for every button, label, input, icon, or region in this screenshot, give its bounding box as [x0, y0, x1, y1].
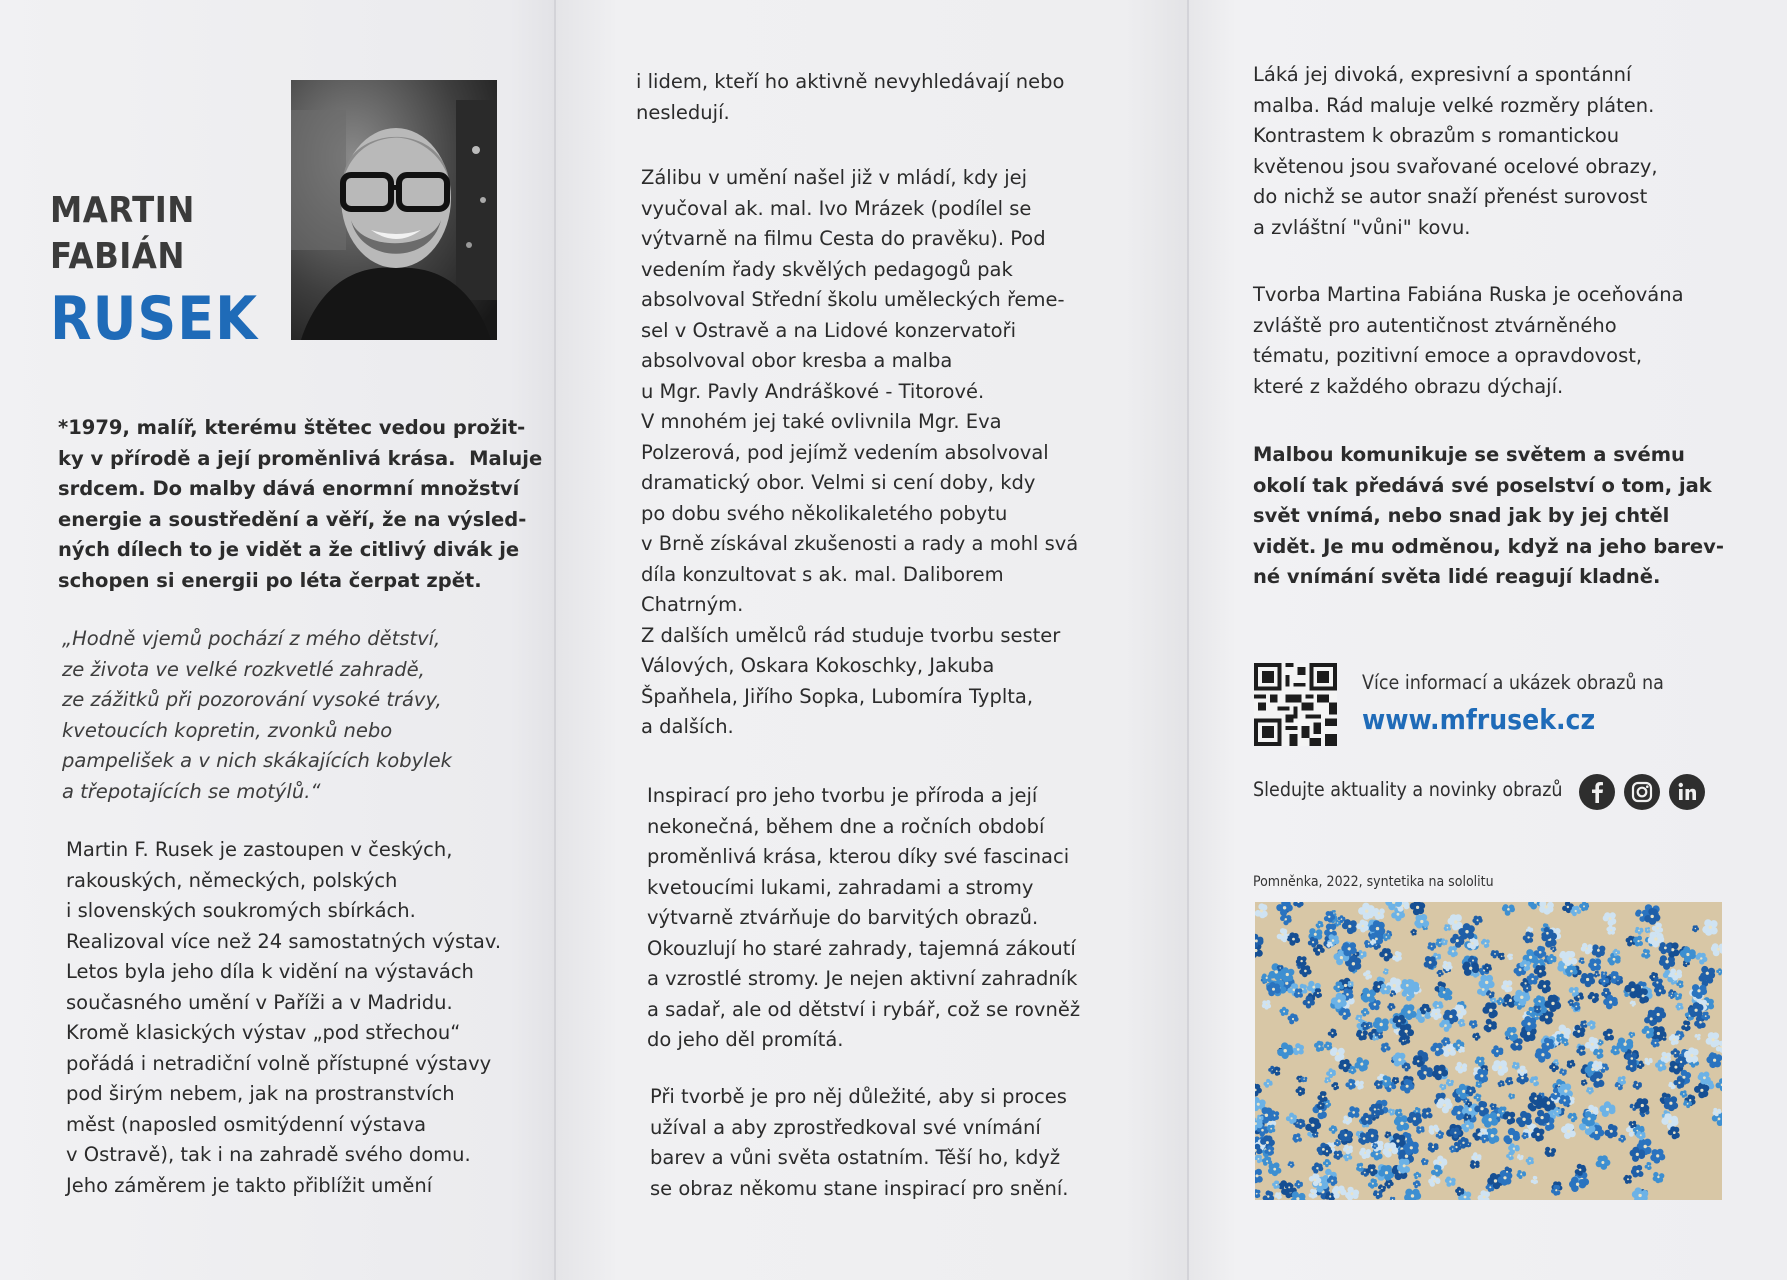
linkedin-icon[interactable] [1669, 774, 1705, 810]
message-paragraph: Malbou komunikuje se světem a svému okolí tak předává své poselství o tom, jak svět vnímá, nebo snad jak by jej chtěl vidět. Je mu odměnou, když na jeho barev- né vnímání světa lidé reagují kladně. [1253, 443, 1724, 588]
style-paragraph: Láká jej divoká, expresivní a spontánní malba. Rád maluje velké rozměry pláten. Kontrastem k obrazům s romantickou květenou jsou svařované ocelové obrazy, do nichž se autor snaží přenést surovost a zvláštní "vůni" kovu. [1253, 63, 1658, 239]
bio-intro: *1979, malíř, kterému štětec vedou prožit- ky v přírodě a její proměnlivá krása. Maluje srdcem. Do malby dává enormní množství energie a soustředění a věří, že na výsled- ných dílech to je vidět a že citlivý divák je schopen si energii po léta čerpat zpět. [58, 416, 543, 592]
artist-portrait [291, 80, 497, 340]
instagram-icon[interactable] [1624, 774, 1660, 810]
exhibitions-paragraph: Martin F. Rusek je zastoupen v českých, rakouských, německých, polských i slovenských soukromých sbírkách. Realizoval více než 24 samostatných výstav. Letos byla jeho díla k vidění na výstavách současného umění v Paříži a v Madridu. Kromě klasických výstav „pod střechou“ pořádá i netradiční volně přístupné výstavy pod širým nebem, jak na prostranstvích měst (naposled osmitýdenní výstava v Ostravě), tak i na zahradě svého domu. Jeho záměrem je takto přiblížit umění [66, 838, 502, 1197]
facebook-icon[interactable] [1579, 774, 1615, 810]
fold-line [1187, 0, 1189, 1280]
process-paragraph: Při tvorbě je pro něj důležité, aby si proces užíval a aby zprostředkoval své vnímání barev a vůni světa ostatním. Těší ho, když se obraz někomu stane inspirací pro snění. [650, 1085, 1069, 1200]
qr-code-icon[interactable] [1254, 663, 1337, 746]
name-last: RUSEK [50, 284, 258, 354]
name-middle: FABIÁN [50, 236, 185, 277]
artist-quote: „Hodně vjemů pochází z mého dětství, ze života ve velké rozkvetlé zahradě, ze zážitků při pozorování vysoké trávy, kvetoucích kopretin, zvonků nebo pampelišek a v nich skákajících kobylek a třepotajících se motýlů.“ [62, 627, 452, 803]
name-first: MARTIN [50, 190, 195, 231]
education-paragraph: Zálibu v umění našel již v mládí, kdy jej vyučoval ak. mal. Ivo Mrázek (podílel se výtvarně na filmu Cesta do pravěku). Pod vedením řady skvělých pedagogů pak absolvoval Střední školu uměleckých řeme- sel v Ostravě a na Lidové konzervatoři absolvoval obor kresba a malba u Mgr. Pavly Andráškové - Titorové. V mnohém jej také ovlivnila Mgr. Eva Polzerová, pod jejímž vedením absolvoval dramatický obor. Velmi si cení doby, kdy po dobu svého několikaletého pobytu v Brně získával zkušenosti a rady a mohl svá díla konzultovat s ak. mal. Daliborem Chatrným. Z dalších umělců rád studuje tvorbu sester Válových, Oskara Kokoschky, Jakuba Špaňhela, Jiřího Sopka, Lubomíra Typlta, a dalších. [641, 166, 1079, 738]
more-info-label: Více informací a ukázek obrazů na [1362, 671, 1664, 694]
inspiration-paragraph: Inspirací pro jeho tvorbu je příroda a její nekonečná, během dne a ročních období proměnlivá krása, kterou díky své fascinaci kvetoucími lukami, zahradami a stromy výtvarně ztvárňuje do barvitých obrazů. Okouzlují ho staré zahrady, tajemná zákoutí a vzrostlé stromy. Je nejen aktivní zahradník a sadař, ale od dětství i rybář, což se rovněž do jeho děl promítá. [647, 784, 1081, 1051]
painting-image [1255, 902, 1722, 1200]
fold-line [554, 0, 556, 1280]
follow-label: Sledujte aktuality a novinky obrazů [1253, 778, 1563, 801]
website-link[interactable]: www.mfrusek.cz [1362, 703, 1596, 736]
intro-continuation: i lidem, kteří ho aktivně nevyhledávají nebo nesledují. [636, 70, 1065, 124]
painting-caption: Pomněnka, 2022, syntetika na sololitu [1253, 874, 1494, 890]
appreciation-paragraph: Tvorba Martina Fabiána Ruska je oceňována zvláště pro autentičnost ztvárněného tématu, pozitivní emoce a opravdovost, které z každého obrazu dýchají. [1253, 283, 1684, 398]
